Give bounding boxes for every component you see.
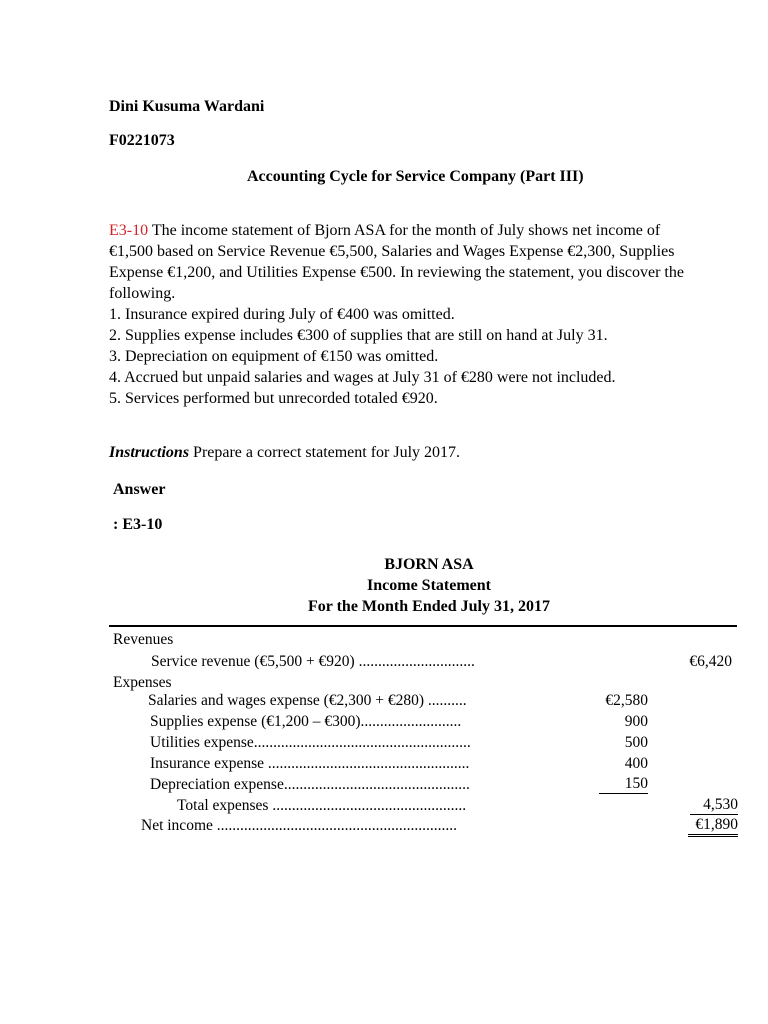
instructions xyxy=(109,442,460,463)
statement-company: BJORN ASA xyxy=(384,556,474,573)
expense-amount-utilities: 500 xyxy=(624,734,648,751)
problem-item: 1. Insurance expired during July of €400 was omitted. xyxy=(109,306,455,323)
revenues-label: Revenues xyxy=(113,631,174,648)
problem-item: 3. Depreciation on equipment of €150 was omitted. xyxy=(109,348,439,365)
total-expenses-amount: 4,530 xyxy=(690,795,738,815)
expense-label-depreciation: Depreciation expense................................................ xyxy=(150,776,470,793)
statement-name: Income Statement xyxy=(367,577,491,594)
expense-amount-supplies: 900 xyxy=(624,713,648,730)
answer-ref: : E3-10 xyxy=(113,516,163,533)
problem-statement xyxy=(109,220,749,409)
expense-label-salaries: Salaries and wages expense (€2,300 + €280) .......... xyxy=(148,692,467,709)
net-income-label: Net income .............................................................. xyxy=(141,817,458,834)
service-revenue-label: Service revenue (€5,500 + €920) .............................. xyxy=(151,653,475,670)
problem-line-1: E3-10 The income statement of Bjorn ASA for the month of July shows net income of xyxy=(109,222,661,239)
answer-label: Answer xyxy=(113,481,166,498)
problem-line-3: Expense €1,200, and Utilities Expense €500. In reviewing the statement, you discover the xyxy=(109,264,684,281)
expense-label-utilities: Utilities expense........................................................ xyxy=(150,734,471,751)
statement-rule xyxy=(109,625,737,627)
problem-item: 4. Accrued but unpaid salaries and wages at July 31 of €280 were not included. xyxy=(109,369,616,386)
expense-amount-salaries: €2,580 xyxy=(605,692,648,709)
expense-amount-insurance: 400 xyxy=(624,755,648,772)
net-income-amount: €1,890 xyxy=(688,815,738,837)
problem-code: E3-10 xyxy=(109,222,149,239)
expenses-label: Expenses xyxy=(113,674,172,691)
author-name: Dini Kusuma Wardani xyxy=(109,98,265,115)
instructions-text: Prepare a correct statement for July 2017. xyxy=(189,444,461,461)
problem-item: 2. Supplies expense includes €300 of supplies that are still on hand at July 31. xyxy=(109,327,608,344)
service-revenue-amount: €6,420 xyxy=(689,653,732,670)
statement-period: For the Month Ended July 31, 2017 xyxy=(308,598,550,615)
problem-line-2: €1,500 based on Service Revenue €5,500, Salaries and Wages Expense €2,300, Supplies xyxy=(109,243,675,260)
document-title: Accounting Cycle for Service Company (Part III) xyxy=(247,168,584,185)
expense-amount-depreciation: 150 xyxy=(599,774,648,794)
problem-item: 5. Services performed but unrecorded totaled €920. xyxy=(109,390,438,407)
expense-label-supplies: Supplies expense (€1,200 – €300).......................... xyxy=(150,713,462,730)
problem-line-4: following. xyxy=(109,285,176,302)
expense-label-insurance: Insurance expense .................................................... xyxy=(150,755,470,772)
total-expenses-label: Total expenses .................................................. xyxy=(177,797,467,814)
instructions-label: Instructions xyxy=(109,444,190,461)
student-id: F0221073 xyxy=(109,132,175,149)
